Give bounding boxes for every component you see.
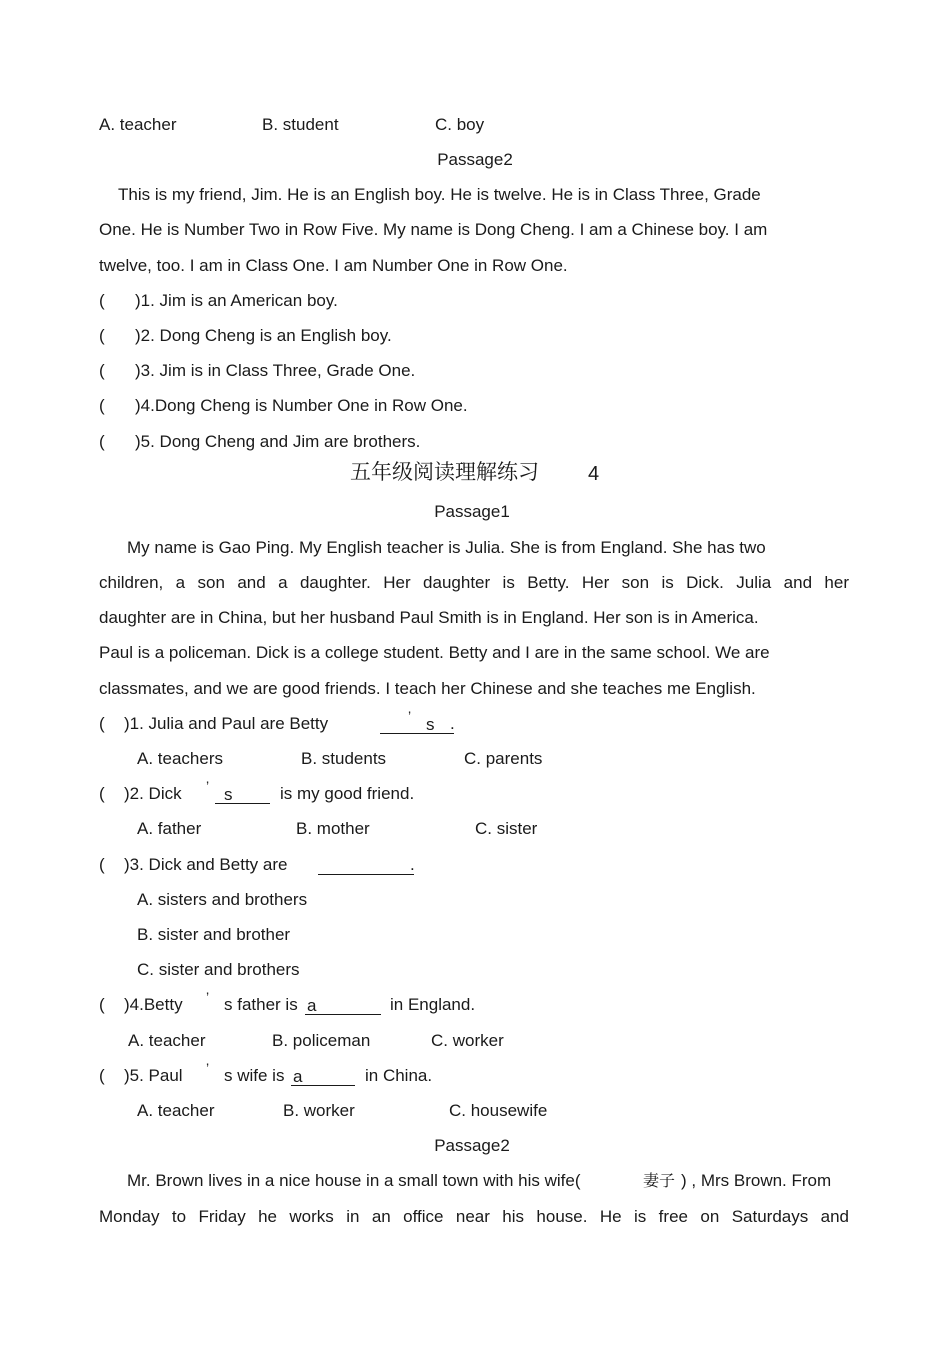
answer-blank: [380, 716, 454, 734]
question-text: )5. Dong Cheng and Jim are brothers.: [135, 432, 421, 451]
option-c: C. sister and brothers: [137, 960, 300, 979]
blank-letter: s: [224, 785, 233, 804]
question-rest: in England.: [390, 995, 476, 1014]
answer-paren: (: [99, 714, 105, 733]
paragraph-line: Mr. Brown lives in a nice house in a small town with his wife(: [127, 1171, 581, 1190]
option-b: B. mother: [296, 819, 370, 838]
answer-paren: (: [99, 784, 105, 803]
question-text: )3. Jim is in Class Three, Grade One.: [135, 361, 416, 380]
option-b: B. policeman: [272, 1031, 371, 1050]
option-a: A. father: [137, 819, 202, 838]
question-text: )1. Julia and Paul are Betty: [124, 714, 329, 733]
passage-title: Passage1: [434, 502, 510, 521]
answer-paren: (: [99, 396, 105, 415]
question-mid: s father is: [224, 995, 298, 1014]
option-c: C. boy: [435, 115, 485, 134]
option-c: C. sister: [475, 819, 538, 838]
section-number: 4: [588, 463, 600, 485]
paragraph-line: Monday to Friday he works in an office near his house. He is free on Saturdays and: [99, 1207, 849, 1226]
question-text: )4.Dong Cheng is Number One in Row One.: [135, 396, 468, 415]
answer-paren: (: [99, 995, 105, 1014]
question-end: .: [450, 714, 455, 733]
paragraph-line: Paul is a policeman. Dick is a college student. Betty and I are in the same school. We are: [99, 643, 770, 662]
question-mid: s wife is: [224, 1066, 285, 1085]
question-text: )2. Dong Cheng is an English boy.: [135, 326, 392, 345]
question-end: .: [410, 855, 415, 874]
passage-title: Passage2: [434, 1136, 510, 1155]
question-rest: is my good friend.: [280, 784, 415, 803]
paragraph-line: children, a son and a daughter. Her daughter is Betty. Her son is Dick. Julia and her: [99, 573, 849, 592]
option-b: B. worker: [283, 1101, 355, 1120]
answer-blank: [318, 857, 414, 875]
answer-blank: [291, 1068, 355, 1086]
option-c: C. worker: [431, 1031, 504, 1050]
answer-blank: [305, 997, 381, 1015]
option-b: B. sister and brother: [137, 925, 291, 944]
paragraph-line: daughter are in China, but her husband Paul Smith is in England. Her son is in America.: [99, 608, 759, 627]
option-b: B. student: [262, 115, 339, 134]
section-title: 五年级阅读理解练习: [350, 460, 539, 484]
paragraph-line: This is my friend, Jim. He is an English boy. He is twelve. He is in Class Three, Grade: [118, 185, 761, 204]
question-text: )4.Betty: [124, 995, 183, 1014]
blank-letter: a: [307, 996, 317, 1015]
paragraph-line: My name is Gao Ping. My English teacher is Julia. She is from England. She has two: [127, 538, 766, 557]
option-b: B. students: [301, 749, 387, 768]
option-c: C. housewife: [449, 1101, 548, 1120]
paragraph-line: One. He is Number Two in Row Five. My name is Dong Cheng. I am a Chinese boy. I am: [99, 220, 768, 239]
apostrophe: ’: [408, 708, 412, 724]
answer-paren: (: [99, 361, 105, 380]
question-text: )2. Dick: [124, 784, 182, 803]
apostrophe: ’: [206, 989, 210, 1005]
option-a: A. teacher: [99, 115, 177, 134]
answer-paren: (: [99, 1066, 105, 1085]
question-rest: in China.: [365, 1066, 433, 1085]
apostrophe: ’: [206, 778, 210, 794]
blank-letter: a: [293, 1067, 303, 1086]
option-a: A. teacher: [137, 1101, 215, 1120]
passage-title: Passage2: [437, 150, 513, 169]
paragraph-line: classmates, and we are good friends. I teach her Chinese and she teaches me English.: [99, 679, 756, 698]
chinese-gloss: 妻子: [643, 1171, 676, 1190]
answer-paren: (: [99, 326, 105, 345]
option-a: A. sisters and brothers: [137, 890, 308, 909]
answer-paren: (: [99, 291, 105, 310]
blank-letter: s: [426, 715, 435, 734]
apostrophe: ’: [206, 1060, 210, 1076]
answer-paren: (: [99, 432, 105, 451]
question-text: )1. Jim is an American boy.: [135, 291, 338, 310]
question-text: )5. Paul: [124, 1066, 183, 1085]
option-a: A. teachers: [137, 749, 223, 768]
question-text: )3. Dick and Betty are: [124, 855, 288, 874]
paragraph-line: twelve, too. I am in Class One. I am Number One in Row One.: [99, 256, 568, 275]
paragraph-line: ) , Mrs Brown. From: [681, 1171, 832, 1190]
option-a: A. teacher: [128, 1031, 206, 1050]
option-c: C. parents: [464, 749, 543, 768]
answer-blank: [215, 786, 270, 804]
answer-paren: (: [99, 855, 105, 874]
